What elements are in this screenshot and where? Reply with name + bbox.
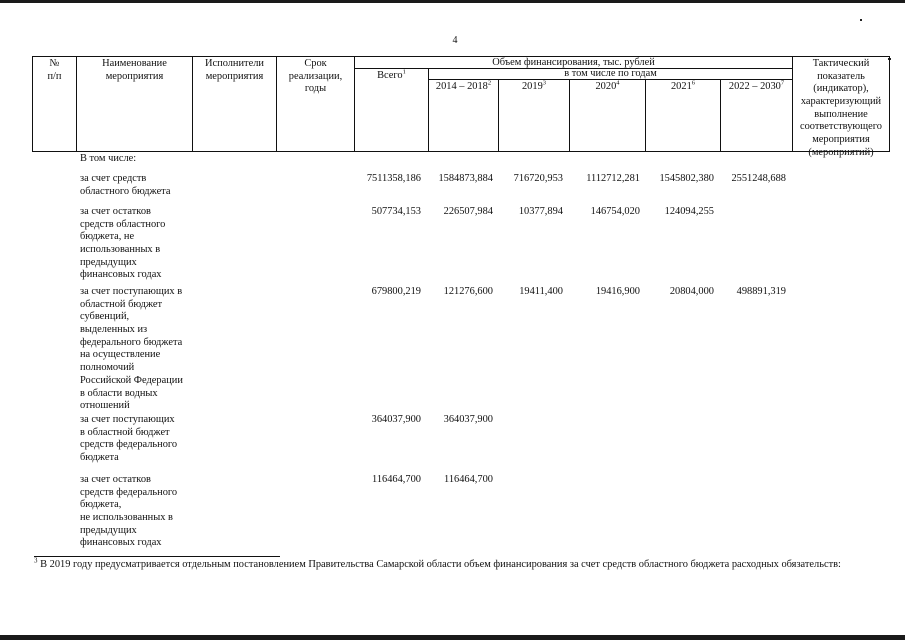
cell-2019: 10377,894: [518, 206, 563, 217]
header-year: 2022 – 2030$^7$: [728, 79, 785, 92]
header-executors: Исполнители мероприятия: [205, 58, 264, 82]
cell-2014-2018: 226507,984: [443, 206, 493, 217]
cell-2020: 19416,900: [595, 286, 640, 297]
cell-total: 364037,900: [371, 414, 421, 425]
header-total: Всего$^1$: [377, 68, 406, 81]
cell-2021: 124094,255: [664, 206, 714, 217]
cell-2014-2018: 116464,700: [444, 474, 493, 485]
cell-2014-2018: 1584873,884: [438, 173, 493, 184]
cell-2014-2018: 121276,600: [443, 286, 493, 297]
header-year: 2020$^4$: [595, 79, 620, 92]
header-name: Наименование мероприятия: [102, 58, 167, 82]
footnote: [34, 558, 890, 572]
row-label: за счет средств областного бюджета: [80, 173, 171, 197]
footnote-text: В 2019 году предусматривается отдельным постановлением Правительства Самарской области объем финансирования за счет средств областного бюджета расходных обязательств:: [37, 559, 841, 570]
cell-2019: 19411,400: [519, 286, 563, 297]
footnote-rule: [34, 556, 280, 557]
header-year: 2021$^6$: [670, 79, 696, 92]
footnote-marker: 3: [34, 556, 38, 565]
header-by-years: в том числе по годам: [564, 68, 657, 79]
page-number: 4: [452, 35, 458, 46]
section-subtitle: В том числе:: [80, 153, 137, 164]
cell-2020: 1112712,281: [586, 173, 640, 184]
cell-total: 116464,700: [372, 474, 421, 485]
row-label: за счет поступающих в областной бюджет субвенций, выделенных из федерального бюджета на осуществление полномочий Российской Федерации в области водных отношений: [80, 286, 183, 412]
cell-total: 679800,219: [371, 286, 421, 297]
cell-total: 7511358,186: [366, 173, 421, 184]
cell-2022-2030: 498891,319: [736, 286, 786, 297]
header-year: 2019$^3$: [521, 79, 547, 92]
header-volume: Объем финансирования, тыс. рублей: [492, 57, 655, 68]
scan-edge-bottom: [0, 635, 905, 640]
header-indicator: Тактический показатель (индикатор), характеризующий выполнение соответствующего мероприятия (мероприятий): [799, 58, 882, 158]
cell-2022-2030: 2551248,688: [731, 173, 786, 184]
cell-total: 507734,153: [371, 206, 421, 217]
cell-2020: 146754,020: [590, 206, 640, 217]
header-no: № п/п: [47, 58, 62, 82]
cell-2014-2018: 364037,900: [443, 414, 493, 425]
cell-2021: 20804,000: [669, 286, 714, 297]
header-year: 2014 – 2018$^2$: [435, 79, 492, 92]
header-term: Срок реализации, годы: [288, 58, 343, 95]
cell-2019: 716720,953: [513, 173, 563, 184]
row-label: за счет остатков средств областного бюджета, не использованных в предыдущих финансовых годах: [80, 206, 166, 281]
cell-2021: 1545802,380: [659, 173, 714, 184]
row-label: за счет поступающих в областной бюджет средств федерального бюджета: [80, 414, 178, 464]
row-label: за счет остатков средств федерального бюджета, не использованных в предыдущих финансовых годах: [80, 474, 178, 549]
